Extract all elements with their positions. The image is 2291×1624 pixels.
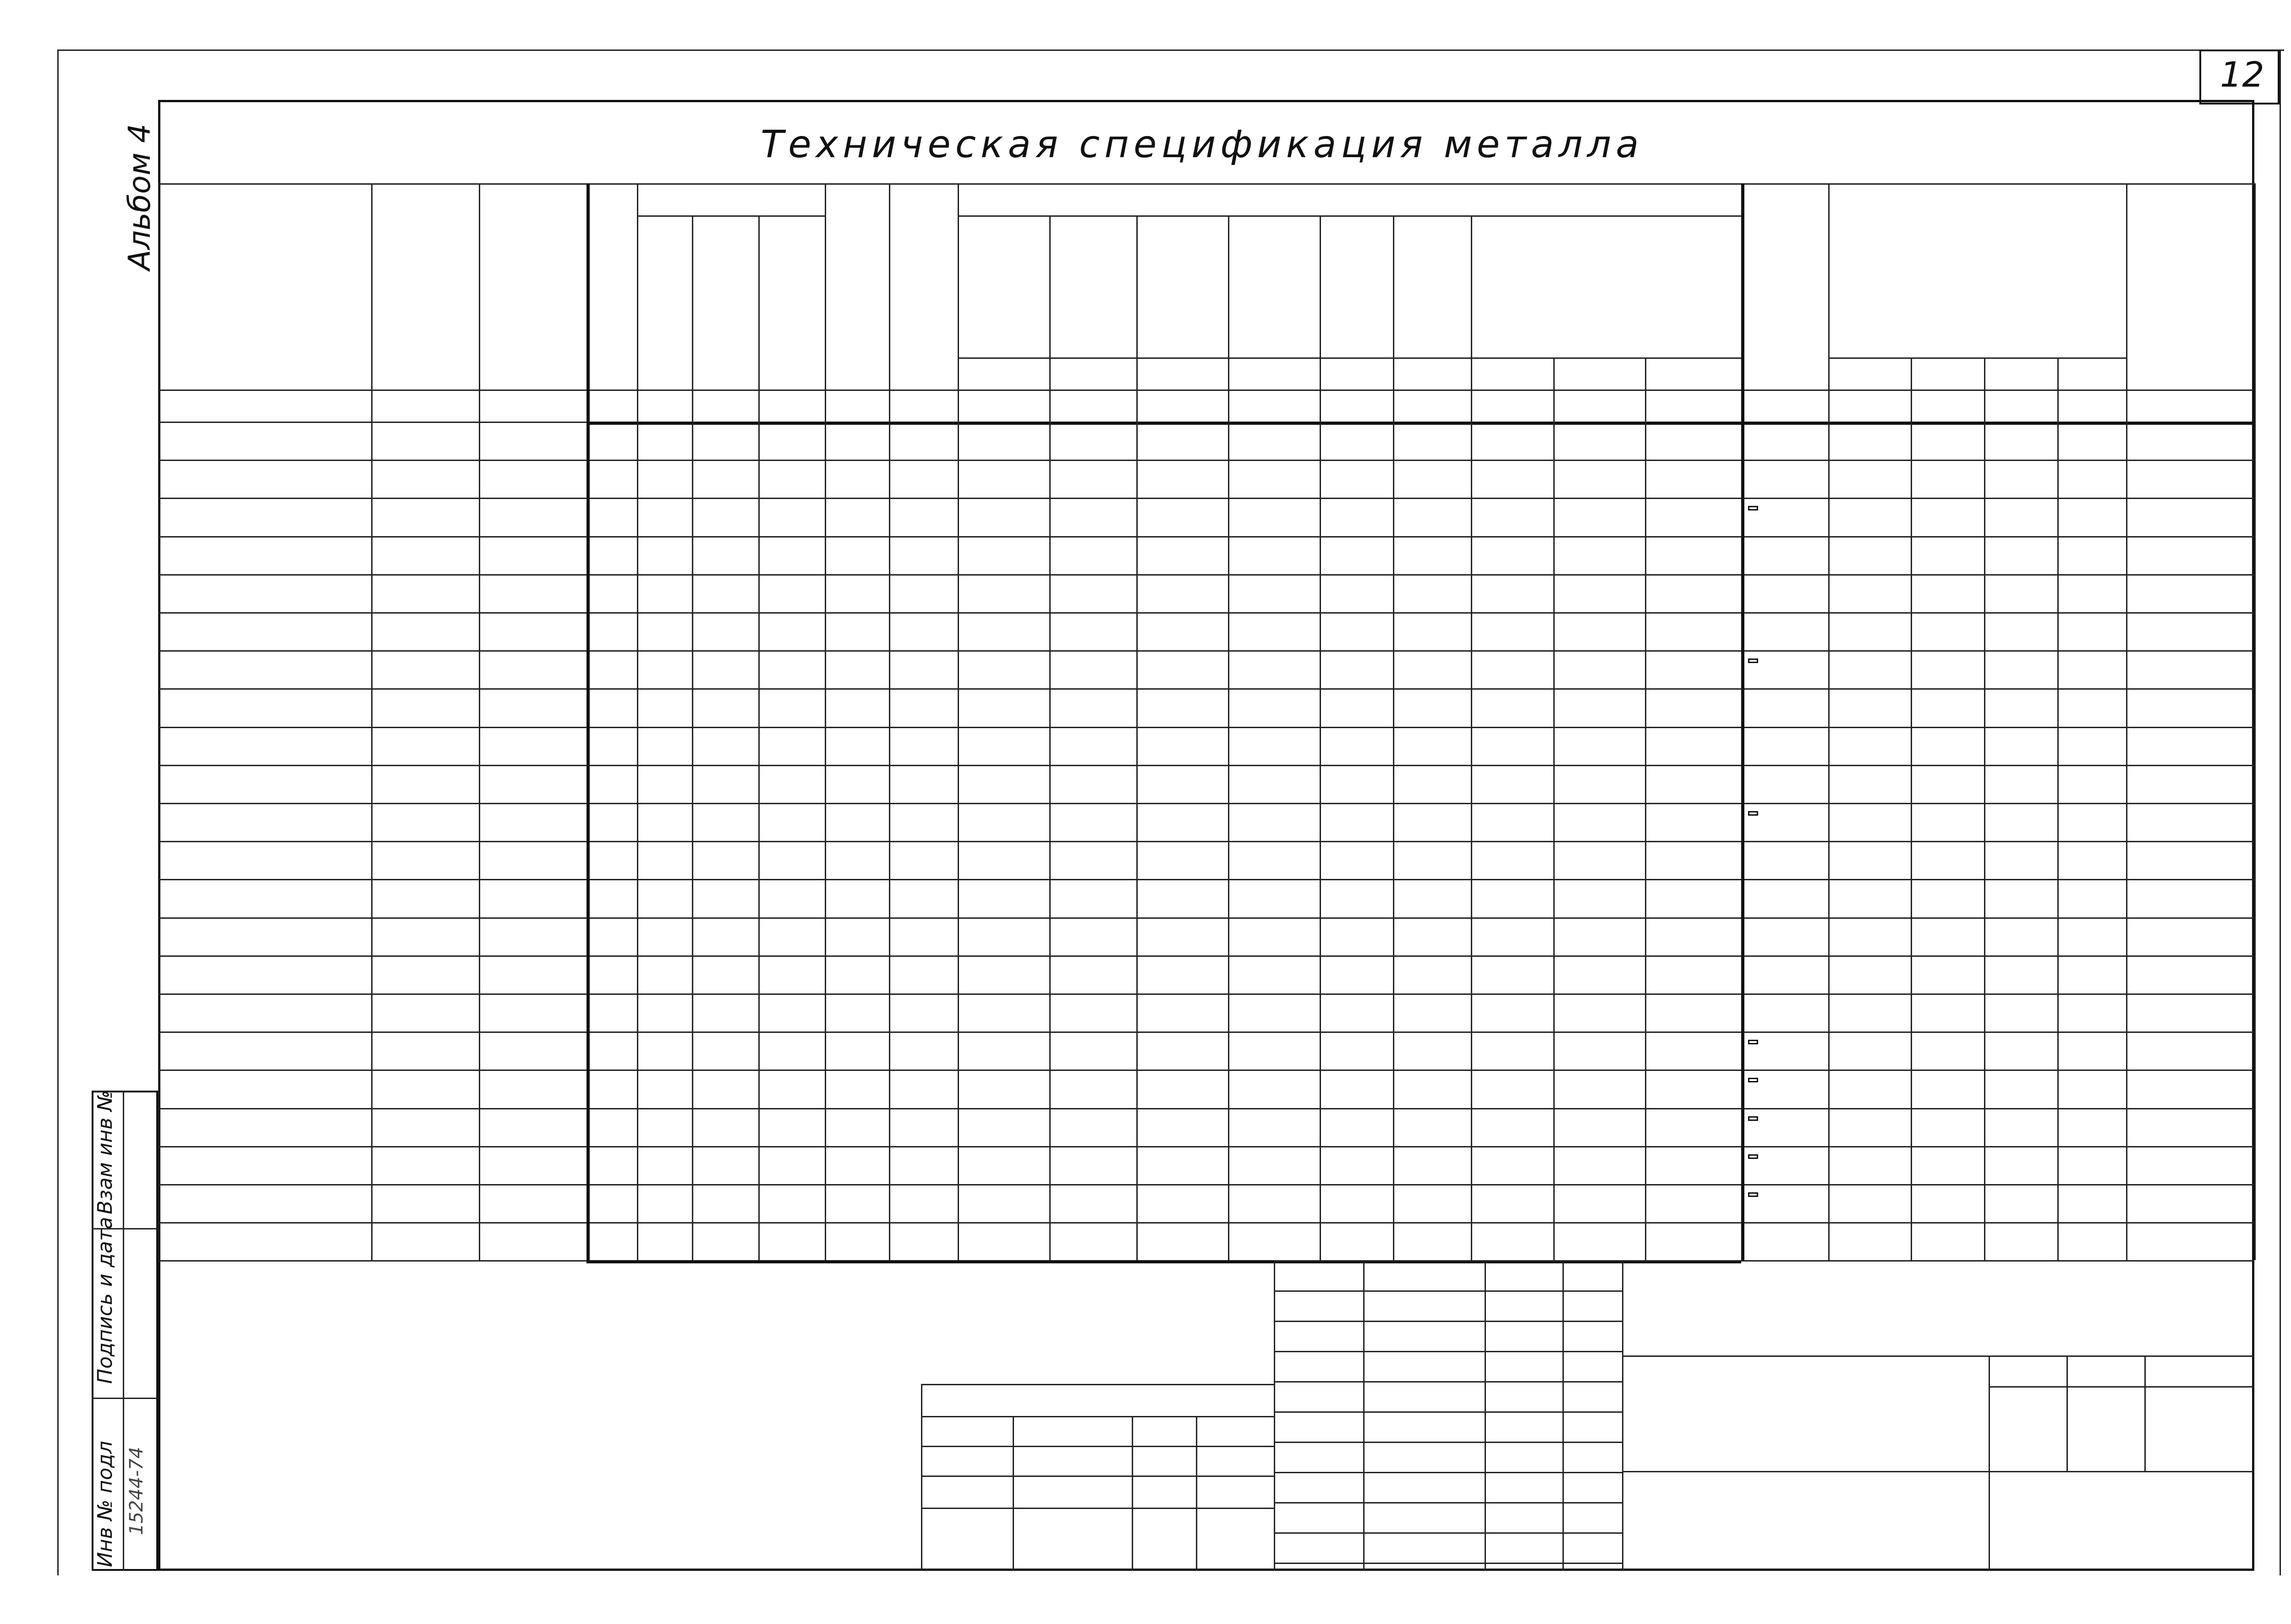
trim-line xyxy=(57,49,2284,51)
grid-line xyxy=(889,183,890,1260)
grid-line xyxy=(2057,357,2059,1260)
grid-line xyxy=(692,215,693,1260)
grid-line xyxy=(1645,357,1646,1260)
album-label: Альбом 4 xyxy=(122,123,157,270)
grid-line xyxy=(1828,357,2126,359)
grid-line xyxy=(158,183,159,1260)
grid-line xyxy=(158,1146,2254,1147)
stamp-line xyxy=(1274,1351,1622,1352)
row-total xyxy=(1748,1192,1758,1197)
margin-vzam-inv: Взам инв № xyxy=(93,1090,117,1214)
row-total xyxy=(1748,811,1758,816)
stamp-line xyxy=(921,1384,922,1571)
page-title: Техническая спецификация металла xyxy=(761,123,1644,166)
margin-podpis: Подпись и дата xyxy=(93,1217,117,1384)
row-total xyxy=(1748,506,1758,510)
stamp-line xyxy=(1622,1355,2254,1357)
stamp-line xyxy=(921,1416,1274,1417)
row-total xyxy=(1748,1116,1758,1121)
stamp-line xyxy=(1132,1416,1133,1571)
left-margin-divider xyxy=(123,1091,124,1571)
row-total xyxy=(1748,1078,1758,1082)
grid-line xyxy=(158,612,2254,614)
stamp-line xyxy=(1622,1260,2254,1262)
grid-line xyxy=(158,1222,2254,1223)
drawing-frame xyxy=(158,100,2254,1571)
grid-line xyxy=(158,879,2254,880)
grid-line xyxy=(158,993,2254,995)
stamp-line xyxy=(1274,1411,1622,1413)
stamp-line xyxy=(1485,1260,1486,1571)
grid-line xyxy=(1984,357,1985,1260)
grid-line xyxy=(158,841,2254,842)
stamp-line xyxy=(1562,1260,1564,1571)
grid-line xyxy=(1828,183,1830,1260)
grid-line xyxy=(1911,357,1912,1260)
stamp-line xyxy=(921,1476,1274,1477)
stamp-line xyxy=(1274,1563,1622,1564)
grid-line xyxy=(158,536,2254,538)
grid-line xyxy=(158,765,2254,766)
stamp-line xyxy=(1622,1260,1623,1571)
trim-line xyxy=(2280,49,2281,1575)
stamp-line xyxy=(921,1384,1274,1385)
grid-line xyxy=(1393,215,1394,1260)
grid-line xyxy=(158,460,2254,461)
grid-line xyxy=(586,183,590,1260)
stamp-line xyxy=(1274,1442,1622,1443)
left-margin-divider xyxy=(92,1398,158,1399)
grid-line xyxy=(158,1070,2254,1071)
stamp-line xyxy=(921,1446,1274,1447)
stamp-line xyxy=(2144,1355,2146,1471)
stamp-line xyxy=(1622,1471,2254,1472)
grid-line xyxy=(158,688,2254,690)
row-total xyxy=(1748,1040,1758,1044)
stamp-line xyxy=(1274,1502,1622,1503)
grid-line xyxy=(158,574,2254,576)
grid-line xyxy=(158,1031,2254,1033)
trim-line xyxy=(57,49,59,1575)
grid-line xyxy=(158,390,2254,391)
grid-line xyxy=(158,917,2254,919)
grid-line xyxy=(958,357,1741,359)
grid-line xyxy=(825,183,826,1260)
grid-line xyxy=(158,183,2254,185)
stamp-line xyxy=(1989,1355,1990,1571)
stamp-line xyxy=(1196,1416,1197,1571)
stamp-line xyxy=(1274,1290,1622,1292)
grid-line xyxy=(958,183,959,1260)
margin-inv-value: 15244-74 xyxy=(126,1447,147,1535)
stamp-line xyxy=(1989,1386,2254,1388)
grid-line xyxy=(1553,357,1555,1260)
grid-line xyxy=(2254,183,2256,1260)
stamp-line xyxy=(921,1508,1274,1509)
stamp-line xyxy=(2066,1355,2068,1471)
grid-line xyxy=(158,727,2254,728)
grid-line xyxy=(1471,215,1472,1260)
grid-line xyxy=(958,215,1741,217)
stamp-line xyxy=(1274,1260,1622,1262)
grid-line xyxy=(637,183,638,1260)
stamp-line xyxy=(1274,1472,1622,1473)
grid-line xyxy=(1320,215,1321,1260)
grid-line xyxy=(158,803,2254,804)
row-total xyxy=(1748,658,1758,663)
grid-line xyxy=(1049,215,1051,1260)
grid-line xyxy=(158,1108,2254,1109)
stamp-line xyxy=(1274,1532,1622,1534)
grid-line xyxy=(758,215,760,1260)
stamp-line xyxy=(1274,1260,1275,1571)
grid-line xyxy=(1741,183,1744,1260)
grid-line xyxy=(158,498,2254,499)
grid-line xyxy=(1136,215,1138,1260)
grid-line-bold xyxy=(586,422,2254,425)
row-total xyxy=(1748,1154,1758,1159)
grid-line xyxy=(479,183,480,1260)
grid-line xyxy=(371,183,373,1260)
stamp-line xyxy=(1274,1381,1622,1383)
margin-inv-podl: Инв № подл xyxy=(93,1441,117,1567)
grid-line xyxy=(158,650,2254,652)
grid-line xyxy=(1228,215,1229,1260)
grid-line xyxy=(158,1184,2254,1185)
sheet-number: 12 xyxy=(2220,54,2264,95)
grid-line xyxy=(2126,183,2127,1260)
stamp-line xyxy=(1274,1321,1622,1322)
grid-line xyxy=(637,215,825,217)
stamp-line xyxy=(1363,1260,1365,1571)
stamp-line xyxy=(1013,1416,1014,1571)
grid-line xyxy=(158,955,2254,957)
